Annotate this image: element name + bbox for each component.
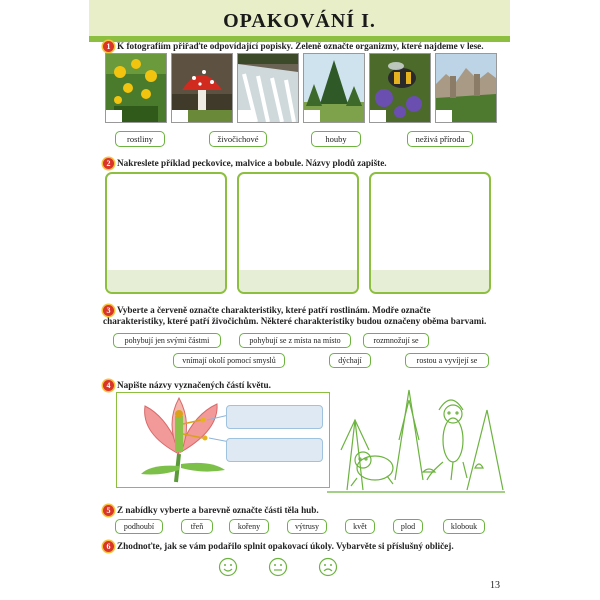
trait-pill[interactable]: pohybují se z místa na místo (239, 333, 351, 348)
task-4-text: Napište názvy vyznačených částí květu. (117, 380, 271, 390)
photo-label-slot (172, 110, 188, 122)
task-5-text: Z nabídky vyberte a barevně označte části těla hub. (117, 505, 319, 515)
answer-field-bottom[interactable] (226, 438, 323, 462)
coloring-illustration-meerkats (327, 380, 505, 498)
drawing-box-bobule[interactable] (369, 172, 491, 294)
sad-face-icon[interactable] (318, 557, 338, 577)
fungus-part-pill[interactable]: třeň (181, 519, 213, 534)
task-3-text: Vyberte a červeně označte charakteristiky, které patří rostlinám. Modře označte charakteristiky, které patří živočichům. Některé charakteristiky budou označeny oběma barvami. (103, 305, 487, 327)
label-neziva-priroda[interactable]: neživá příroda (407, 131, 473, 147)
fungus-part-pill[interactable]: kořeny (229, 519, 269, 534)
name-writing-strip[interactable] (239, 270, 357, 292)
trait-pill[interactable]: rozmnožují se (363, 333, 429, 348)
label-houby[interactable]: houby (311, 131, 361, 147)
task-number-badge: 3 (103, 305, 114, 316)
trait-pill[interactable]: rostou a vyvíjejí se (405, 353, 489, 368)
photo-spruce-tree (303, 53, 365, 123)
name-writing-strip[interactable] (107, 270, 225, 292)
task-1 (103, 41, 493, 52)
fungus-part-pill[interactable]: podhoubí (115, 519, 163, 534)
label-rostliny[interactable]: rostliny (115, 131, 165, 147)
page-number: 13 (490, 580, 500, 591)
trait-pill[interactable]: pohybují jen svými částmi (113, 333, 221, 348)
drawing-box-malvice[interactable] (237, 172, 359, 294)
fungus-part-pill[interactable]: klobouk (443, 519, 485, 534)
answer-field-top[interactable] (226, 405, 323, 429)
name-writing-strip[interactable] (371, 270, 489, 292)
page-title: OPAKOVÁNÍ I. (223, 10, 376, 32)
photo-bumblebee (369, 53, 431, 123)
photo-label-slot (304, 110, 320, 122)
trait-pill[interactable]: vnímají okolí pomocí smyslů (173, 353, 285, 368)
task-2 (103, 158, 493, 169)
photo-waterfall (237, 53, 299, 123)
trait-pill[interactable]: dýchají (329, 353, 371, 368)
task-5 (103, 505, 493, 516)
task-6-text: Zhodnoťte, jak se vám podařilo splnit opakovací úkoly. Vybarvěte si příslušný obličej. (117, 541, 454, 551)
fungus-part-pill[interactable]: květ (345, 519, 375, 534)
task-3 (103, 305, 493, 327)
task-number-badge: 5 (103, 505, 114, 516)
fungus-part-pill[interactable]: plod (393, 519, 423, 534)
neutral-face-icon[interactable] (268, 557, 288, 577)
photo-label-slot (436, 110, 452, 122)
task-number-badge: 4 (103, 380, 114, 391)
happy-face-icon[interactable] (218, 557, 238, 577)
task-number-badge: 1 (103, 41, 114, 52)
task-1-text: K fotografiím přiřaďte odpovídající popisky. Zeleně označte organizmy, které najdeme v lese. (117, 41, 484, 51)
photo-label-slot (238, 110, 254, 122)
photo-label-slot (106, 110, 122, 122)
photo-dandelions (105, 53, 167, 123)
photo-sandstone-rocks (435, 53, 497, 123)
label-zivocichove[interactable]: živočichové (209, 131, 267, 147)
task-2-text: Nakreslete příklad peckovice, malvice a bobule. Názvy plodů zapište. (117, 158, 387, 168)
drawing-box-peckovice[interactable] (105, 172, 227, 294)
task-6 (103, 541, 493, 552)
photo-fly-agaric (171, 53, 233, 123)
worksheet-page (89, 0, 510, 600)
task-number-badge: 6 (103, 541, 114, 552)
fungus-part-pill[interactable]: výtrusy (287, 519, 327, 534)
photo-label-slot (370, 110, 386, 122)
task-number-badge: 2 (103, 158, 114, 169)
